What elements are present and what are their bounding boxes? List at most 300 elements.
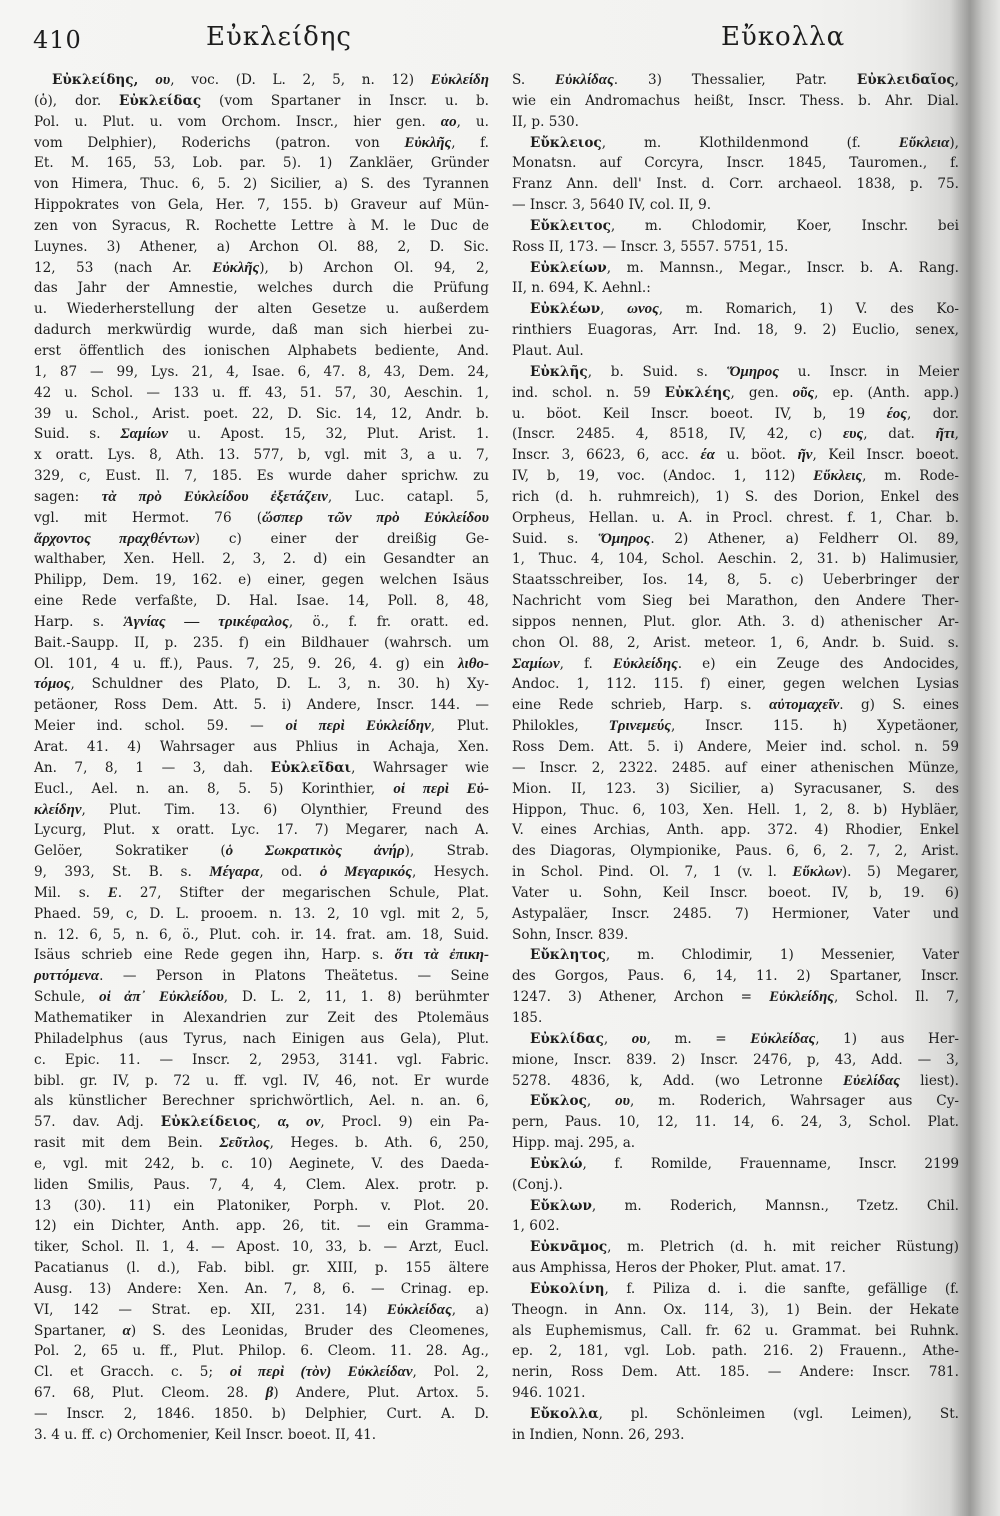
text-line (34, 133, 489, 154)
entry-text: Ross Dem. Att. 5. i) Andere, Meier ind. schol. n. 59 (512, 739, 959, 755)
entry-text: , Schuldner des Plato, D. L. 3, n. 30. h) Xy- (70, 676, 489, 693)
greek-citation: Εὐκλείδης (612, 655, 678, 672)
entry-text: , m. Chlodomir, Koer, Inschr. bei (610, 217, 959, 234)
greek-citation: ὥσπερ τῶν πρὸ Εὐκλείδου (262, 509, 489, 526)
entry-first-line (512, 1091, 959, 1112)
entry-text: , voc. (D. L. 2, 5, n. 12) (170, 72, 431, 88)
entry-text: 57. dav. Adj. (34, 1114, 161, 1131)
entry-text: Franz Ann. dell' Inst. d. Corr. archaeol. 1838, p. 75. (512, 176, 959, 193)
text-line (512, 1258, 959, 1279)
entry-text: , a) (451, 1301, 490, 1318)
entry-text: 946. 1021. (512, 1385, 586, 1402)
entry-first-line (512, 1237, 959, 1258)
text-line (34, 570, 489, 591)
entry-text: das Jahr der Amnestie, welches durch die Prüfung (34, 280, 489, 297)
entry-text: sippos nennen, Plut. glor. Ath. 3. d) athenischer Ar- (512, 613, 959, 630)
entry-text: 39 u. Schol., Arist. poet. 22, D. Sic. 14, 12, Andr. b. (34, 405, 489, 422)
entry-text: chon Ol. 88, 2, Arist. meteor. 1, 6, Andr. b. Suid. s. (512, 634, 959, 651)
entry-text: Eucl., Ael. n. an. 8, 5. 5) Korinthier, (34, 780, 394, 797)
greek-citation: α, ον (277, 1114, 321, 1131)
entry-text: Philipp, Dem. 19, 162. e) einer, gegen welchen Isäus (34, 572, 489, 589)
text-line (34, 925, 489, 946)
entry-text: 3. 4 u. ff. c) Orchomenier, Keil Inscr. boeot. II, 41. (34, 1426, 377, 1443)
entry-text: Theogn. in Ann. Ox. 114, 3), 1) Bein. der Hekate (512, 1301, 959, 1318)
greek-citation: Εὐκλῆς (404, 134, 452, 151)
text-line (34, 341, 489, 362)
greek-citation: Τρινεμεύς (608, 718, 671, 735)
entry-text: , Plut. (430, 718, 489, 735)
text-line (34, 612, 489, 633)
entry-text: ), (949, 134, 959, 151)
entry-text: aus Amphissa, Heros der Phoker, Plut. amat. 17. (512, 1260, 847, 1277)
greek-citation: τόμος (34, 676, 71, 693)
entry-text: Hippon, Thuc. 6, 103, Xen. Hell. 1, 2, 8. b) Hybläer, (512, 801, 959, 818)
text-line (34, 674, 489, 695)
text-line (34, 1425, 489, 1446)
text-line (34, 404, 489, 425)
greek-citation: ρυττόμενα (34, 968, 100, 985)
entry-text: , D. L. 2, 11, 1. 8) berühmter (223, 989, 489, 1006)
text-line (512, 1321, 959, 1342)
text-line (34, 508, 489, 529)
entry-first-line (512, 945, 959, 966)
text-line (34, 716, 489, 737)
entry-first-line (512, 1029, 959, 1050)
text-line (34, 445, 489, 466)
entry-text: , m. Klothildenmond (f. (601, 134, 899, 151)
text-line (512, 1383, 959, 1404)
entry-text: , Keil Inscr. boeot. (812, 447, 959, 464)
headword: Εὐκλειδαῖος (856, 72, 955, 88)
entry-text: , dat. (863, 426, 936, 443)
entry-text: Inscr. 3, 6623, 6, acc. (512, 447, 701, 464)
entry-text: Harp. s. (34, 613, 124, 630)
text-line (34, 1216, 489, 1237)
headword: Εὔκλος (530, 1093, 587, 1110)
entry-text: . g) S. eines (839, 697, 960, 714)
headword: Εὔκλητος (530, 947, 606, 964)
greek-citation: αο (440, 113, 457, 130)
entry-text: Mathematiker in Alexandrien zur Zeit des Ptolemäus (34, 1009, 489, 1026)
entry-text: — Inscr. 2, 1846. 1850. b) Delphier, Curt. A. D. (34, 1406, 489, 1422)
text-line (512, 1425, 959, 1446)
entry-text: , m. Chlodimir, 1) Messenier, Vater (605, 947, 959, 964)
entry-text: , ep. (Anth. app.) (814, 384, 959, 401)
entry-text: Monatsn. auf Corcyra, Inscr. 1845, Tauromen., f. (512, 155, 959, 172)
text-line (512, 424, 959, 445)
text-line (512, 383, 959, 404)
entry-text: . — Person in Platons Theätetus. — Seine (99, 968, 489, 985)
text-line (512, 341, 959, 362)
entry-text: , ö., f. fr. oratt. ed. (288, 613, 490, 630)
entry-text: , m. Romarich, 1) V. des Ko- (658, 301, 959, 318)
entry-text: Ol. 101, 4 u. ff.), Paus. 7, 25, 9. 26, 4. g) ein (34, 655, 458, 672)
text-line (34, 987, 489, 1008)
greek-citation: οἱ περὶ (τὸν) Εὐκλείδαν (229, 1364, 413, 1381)
entry-text: u. böot. Keil Inscr. boeot. IV, b, 19 (512, 405, 887, 422)
entry-text: liest). (900, 1072, 959, 1089)
entry-text: 42 u. Schol. — 133 u. ff. 43, 51. 57, 30, Aeschin. 1, (34, 384, 489, 401)
entry-text: Vater u. Sohn, Keil Inscr. boeot. IV, b, 19. 6) (512, 884, 959, 901)
greek-citation: Σαμίων (120, 426, 168, 443)
text-line (34, 529, 489, 550)
text-line (34, 112, 489, 133)
text-line (512, 716, 959, 737)
entry-text: , Luc. catapl. 5, (327, 488, 489, 505)
entry-text: Pol. 2, 65 u. ff., Plut. Philop. 6. Cleom. 11. 28. Ag., (34, 1343, 489, 1360)
text-line (512, 737, 959, 758)
entry-text: . 27, Stifter der megarischen Schule, Plat. (117, 884, 489, 901)
text-line (34, 1404, 489, 1425)
entry-text: Lycurg, Plut. x oratt. Lyc. 17. 7) Megarer, nach A. (34, 822, 489, 839)
text-line (512, 591, 959, 612)
text-line (34, 362, 489, 383)
entry-first-line (512, 216, 959, 237)
text-line (34, 1196, 489, 1217)
entry-text: rinthiers Euagoras, Arr. Ind. 18, 9. 2) Euclio, senex, (512, 322, 959, 339)
entry-text: , Plut. Tim. 13. 6) Olynthier, Freund des (81, 801, 489, 818)
entry-text: ) c) einer der dreißig Ge- (194, 530, 489, 547)
greek-citation: ευς (843, 426, 864, 443)
entry-text: Staatsschreiber, Ios. 14, 8, 5. c) Ueberbringer der (512, 572, 959, 589)
entry-text: Meier ind. schol. 59. — (34, 718, 286, 735)
text-line (34, 737, 489, 758)
headword: Εὔκλων (530, 1197, 592, 1214)
left-running-head: Εὐκλείδης (206, 22, 352, 52)
entry-text: , u. (456, 113, 490, 130)
text-line (34, 174, 489, 195)
entry-text: 185. (512, 1009, 543, 1026)
text-line (34, 549, 489, 570)
entry-text: ). 5) Megarer, (841, 864, 959, 881)
headword: Εὐκλέων (530, 301, 601, 318)
entry-text: x oratt. Lys. 8, Ath. 13. 577, b, vgl. mit 3, a u. 7, (34, 447, 489, 464)
entry-text: Andoc. 1, 112. 115. f) einer, gegen welchen Lysias (512, 676, 959, 693)
entry-text: in Schol. Pind. Ol. 7, 1 (v. l. (512, 864, 793, 881)
entry-text: Pol. u. Plut. u. vom Orchom. Inscr., hier gen. (34, 113, 441, 130)
entry-text: , (954, 426, 959, 443)
entry-text: 1, 87 — 99, Lys. 21, 4, Isae. 6, 47. 8, 43, Dem. 24, (34, 363, 489, 380)
text-line (512, 91, 959, 112)
entry-text: , (256, 1114, 278, 1131)
entry-text: zen von Syracus, R. Rochette Lettre à M. le Duc de (34, 217, 489, 234)
entry-text: Spartaner, (34, 1322, 123, 1339)
entry-text: Hipp. maj. 295, a. (512, 1135, 636, 1152)
entry-first-line (512, 1196, 959, 1217)
entry-text: (Inscr. 2485. 4, 8518, IV, 42, c) (512, 426, 844, 443)
greek-citation: Ἁγνίας — τρικέφαλος (123, 613, 289, 630)
text-line (34, 820, 489, 841)
entry-text: 12, 53 (nach Ar. (34, 259, 213, 276)
text-line (34, 1258, 489, 1279)
text-line (34, 278, 489, 299)
greek-citation: Μέγαρα (209, 864, 260, 881)
text-line (512, 174, 959, 195)
entry-first-line (512, 133, 959, 154)
entry-text: (ὁ), dor. (34, 92, 120, 109)
greek-citation: ὁ Μεγαρικός (319, 864, 412, 881)
entry-first-line (512, 299, 959, 320)
text-line (34, 237, 489, 258)
entry-first-line (512, 362, 959, 383)
text-line (34, 1300, 489, 1321)
entry-text: 1, 602. (512, 1218, 560, 1235)
headword: Εὐκλέης (664, 384, 731, 401)
greek-citation: ῆν (797, 447, 813, 464)
headword: Εὐκλείδειος (160, 1114, 257, 1131)
text-line (34, 1133, 489, 1154)
entry-text: , f. (451, 134, 489, 151)
headword: Εὔκλειος (530, 134, 602, 151)
entry-text: Philadelphus (aus Tyrus, nach Einigen aus Gela), Plut. (34, 1030, 489, 1047)
entry-text: Isäus schrieb eine Rede gegen ihn, Harp. s. (34, 947, 395, 964)
entry-text: ep. 2, 181, vgl. Lob. path. 216. 2) Frauenn., Athe- (512, 1343, 959, 1360)
entry-text: bibl. gr. IV, p. 72 u. ff. vgl. IV, 46, not. Er wurde (34, 1072, 489, 1089)
headword: Εὔκλειτος (530, 217, 611, 234)
text-line (512, 904, 959, 925)
text-line (34, 1071, 489, 1092)
entry-text: dadurch merkwürdig wurde, daß man sich hierbei zu- (34, 322, 489, 339)
entry-text: ) Andere, Plut. Artox. 5. (273, 1385, 489, 1402)
right-column (512, 70, 959, 1446)
headword: Εὐκλείδας (119, 92, 202, 109)
text-line (512, 404, 959, 425)
text-line (512, 70, 959, 91)
entry-text: . 3) Thessalier, Patr. (613, 72, 857, 88)
greek-citation: ου (615, 1093, 630, 1110)
text-line (34, 153, 489, 174)
text-line (34, 633, 489, 654)
right-running-head: Εὔκολλα (721, 22, 846, 52)
entry-text: u. böot. (714, 447, 798, 464)
text-line (512, 800, 959, 821)
text-line (34, 424, 489, 445)
entry-text: ), b) Archon Ol. 94, 2, (259, 259, 489, 276)
greek-citation: Εὐκλῆς (212, 259, 260, 276)
text-line (512, 758, 959, 779)
headword: Εὔκολλα (530, 1406, 599, 1422)
entry-text: , (586, 1093, 616, 1110)
text-line (34, 758, 489, 779)
entry-text: , m. Roderich, Wahrsager aus Cy- (630, 1093, 959, 1110)
greek-citation: ὁ Σωκρατικὸς ἀνήρ (225, 843, 405, 860)
entry-text: Luynes. 3) Athener, a) Archon Ol. 88, 2, D. Sic. (34, 238, 489, 255)
entry-text: , (954, 72, 959, 88)
greek-citation: λιθο- (457, 655, 489, 672)
text-line (512, 1050, 959, 1071)
text-line (512, 487, 959, 508)
text-line (34, 1112, 489, 1133)
entry-text: rich (d. h. ruhmreich), 1) S. des Dorion, Enkel des (512, 488, 959, 505)
entry-text: u. Inscr. in Meier (778, 363, 959, 380)
entry-text: , f. Romilde, Frauenname, Inscr. 2199 (582, 1155, 959, 1172)
text-line (34, 1050, 489, 1071)
entry-text: Suid. s. (34, 426, 121, 443)
greek-citation: έα (700, 447, 715, 464)
entry-text: nerin, Ross Dem. Att. 185. — Andere: Inscr. 781. (512, 1364, 959, 1381)
entry-text: S. (512, 72, 555, 88)
text-line (512, 841, 959, 862)
entry-text: 13 (30). 11) ein Platoniker, Porph. v. Plot. 20. (34, 1197, 489, 1214)
entry-text: , 1) aus Her- (815, 1030, 959, 1047)
text-line (34, 779, 489, 800)
entry-text: als künstlicher Berechner sprichwörtlich, Ael. n. an. 6, (34, 1093, 489, 1110)
entry-text: Schule, (34, 989, 100, 1006)
text-line (34, 862, 489, 883)
entry-text: u. Wiederherstellung der alten Gesetze u. außerdem (34, 301, 489, 318)
entry-text: Arat. 41. 4) Wahrsager aus Phlius in Achaja, Xen. (34, 739, 489, 755)
entry-text: (vom Spartaner in Inscr. u. b. (201, 92, 489, 109)
entry-text: rasit mit dem Bein. (34, 1135, 220, 1152)
page-number: 410 (33, 26, 82, 54)
entry-text: wie ein Andromachus heißt, Inscr. Thess. b. Ahr. Dial. (512, 92, 959, 109)
entry-text: (Conj.). (512, 1176, 563, 1193)
text-line (34, 1362, 489, 1383)
text-line (512, 237, 959, 258)
text-line (34, 800, 489, 821)
entry-text: in Indien, Nonn. 26, 293. (512, 1426, 685, 1443)
entry-text: Hippokrates von Gela, Her. 7, 155. b) Graveur auf Mün- (34, 197, 489, 214)
text-line (34, 1154, 489, 1175)
text-line (34, 383, 489, 404)
entry-text: 1, Thuc. 4, 104, Schol. Aeschin. 2, 31. b) Halimusier, (512, 551, 959, 568)
text-line (512, 320, 959, 341)
entry-text: Sohn, Inscr. 839. (512, 926, 629, 943)
entry-text: , Pol. 2, (412, 1364, 489, 1381)
text-line (512, 195, 959, 216)
text-line (512, 153, 959, 174)
greek-citation: Ὅμηρος (726, 363, 779, 380)
text-line (34, 299, 489, 320)
entry-text: ), Strab. (404, 843, 489, 860)
headword: Εὐκλείων (530, 259, 607, 276)
text-line (34, 258, 489, 279)
greek-citation: Εὐκλείδας (386, 1301, 452, 1318)
text-line (512, 466, 959, 487)
entry-text: Bait.-Saupp. II, p. 235. f) ein Bildhauer (wahrsch. um (34, 634, 489, 651)
text-line (34, 1029, 489, 1050)
greek-citation: Εὔκλων (792, 864, 842, 881)
entry-text: n. 12. 6, 5, n. 6, ö., Plut. coh. ir. 14. frat. am. 18, Suid. (34, 926, 489, 943)
text-line (34, 216, 489, 237)
entry-text: , Procl. 9) ein Pa- (320, 1114, 489, 1131)
greek-citation: Εὔκλεια (898, 134, 950, 151)
entry-text: walthaber, Xen. Hell. 2, 3, 2. d) ein Gesandter an (34, 551, 489, 568)
text-line (512, 883, 959, 904)
entry-text: des Gorgos, Paus. 6, 14, 11. 2) Spartaner, Inscr. (512, 968, 959, 985)
entry-text: Gelöer, Sokratiker ( (34, 843, 226, 860)
entry-text: 329, c, Eust. Il. 7, 185. Es wurde daher sprichw. zu (34, 468, 489, 485)
entry-text: e, vgl. mit 242, b. c. 10) Aeginete, V. des Daeda- (34, 1155, 489, 1172)
entry-text: , Heges. b. Ath. 6, 250, (269, 1135, 490, 1152)
text-line (512, 1008, 959, 1029)
greek-citation: Εὐελίδας (843, 1072, 900, 1089)
text-line (512, 820, 959, 841)
entry-text: , m. Mannsn., Megar., Inscr. b. A. Rang. (606, 259, 959, 276)
text-line (34, 1321, 489, 1342)
entry-text: 67. 68, Plut. Cleom. 28. (34, 1385, 266, 1402)
text-line (512, 278, 959, 299)
entry-text: 12) ein Dichter, Anth. app. 26, tit. — ein Gramma- (34, 1218, 489, 1235)
entry-text: V. eines Archias, Anth. app. 372. 4) Rhodier, Enkel (512, 822, 959, 839)
greek-citation: ωνος (627, 301, 659, 318)
text-line (34, 1341, 489, 1362)
text-line (34, 945, 489, 966)
text-line (34, 1091, 489, 1112)
entry-text: erst öffentlich des ionischen Alphabets bediente, And. (34, 342, 489, 359)
entry-first-line (34, 70, 489, 91)
page-header (33, 22, 960, 62)
text-line (512, 612, 959, 633)
greek-citation: ου (631, 1030, 647, 1047)
entry-text: — Inscr. 3, 5640 IV, col. II, 9. (512, 197, 712, 214)
entry-text: IV, b, 19, voc. (Andoc. 1, 112) (512, 468, 814, 485)
entry-text: , m. Pletrich (d. h. mit reicher Rüstung) (607, 1239, 959, 1256)
headword: Εὐκλείδης, (52, 72, 156, 88)
entry-text: Suid. s. (512, 530, 599, 547)
greek-citation: Εὐκλείδας (750, 1030, 816, 1047)
text-line (512, 1216, 959, 1237)
entry-text: II, p. 530. (512, 113, 579, 130)
greek-citation: Σαμίων (512, 655, 560, 672)
greek-citation: ὅτι τὰ ἐπικη- (394, 947, 490, 964)
entry-text: 1247. 3) Athener, Archon = (512, 989, 770, 1006)
greek-citation: τὰ πρὸ Εὐκλείδου ἐξετάζειν (101, 488, 328, 505)
entry-text: An. 7, 8, 1 — 3, dah. (34, 759, 271, 776)
entry-text: Et. M. 165, 53, Lob. par. 5). 1) Zankläer, Gründer (34, 155, 489, 172)
entry-text: — Inscr. 2, 2322. 2485. auf einer athenischen Münze, (512, 759, 959, 776)
greek-citation: Εὐκλίδας (555, 72, 614, 88)
entry-text: vgl. mit Hermot. 76 ( (34, 509, 263, 526)
entry-text: , Inscr. 115. h) Xypetäoner, (670, 718, 960, 735)
entry-text: , Schol. Il. 7, (834, 989, 960, 1006)
entry-first-line (512, 1154, 959, 1175)
entry-text: Pacatianus (l. d.), Fab. bibl. gr. XIII, p. 155 ältere (34, 1260, 489, 1277)
entry-text: Plaut. Aul. (512, 342, 584, 359)
greek-citation: Εὔκλεις (813, 468, 863, 485)
text-line (512, 779, 959, 800)
entry-text: , gen. (730, 384, 793, 401)
entry-text: u. Apost. 15, 32, Plut. Arist. 1. (168, 426, 489, 443)
text-line (34, 1175, 489, 1196)
entry-text: Mil. s. (34, 884, 108, 901)
headword: Εὐκλώ (530, 1155, 583, 1172)
entry-text: , f. Piliza d. i. die sanfte, gefällige (f. (604, 1280, 959, 1297)
greek-citation: έος (886, 405, 907, 422)
greek-citation: οἱ περὶ Εὐ- (393, 780, 489, 797)
headword: Εὐκλεῖδαι (270, 759, 352, 776)
left-column (34, 70, 489, 1446)
greek-citation: αὐτομαχεῖν (769, 697, 840, 714)
headword: Εὐκολίνη (530, 1280, 605, 1297)
text-line (34, 883, 489, 904)
text-line (512, 570, 959, 591)
greek-citation: ἄρχοντος πραχθέντων (34, 530, 195, 547)
text-line (512, 112, 959, 133)
entry-text: 5278. 4836, k, Add. (wo Letronne (512, 1072, 843, 1089)
entry-text: . 2) Athener, a) Feldherr Ol. 89, (650, 530, 959, 547)
entry-text: vom Delphier), Roderichs (patron. von (34, 134, 405, 151)
entry-text: , od. (259, 864, 320, 881)
text-line (34, 1237, 489, 1258)
entry-text: eine Rede schrieb, Harp. s. (512, 697, 770, 714)
text-line (34, 91, 489, 112)
greek-citation: α (122, 1322, 131, 1339)
entry-text: Orpheus, Hellan. u. A. in Procl. chrest. f. 1, Char. b. (512, 509, 959, 526)
greek-citation: Ὅμηρος (598, 530, 651, 547)
text-line (512, 862, 959, 883)
text-line (512, 1300, 959, 1321)
